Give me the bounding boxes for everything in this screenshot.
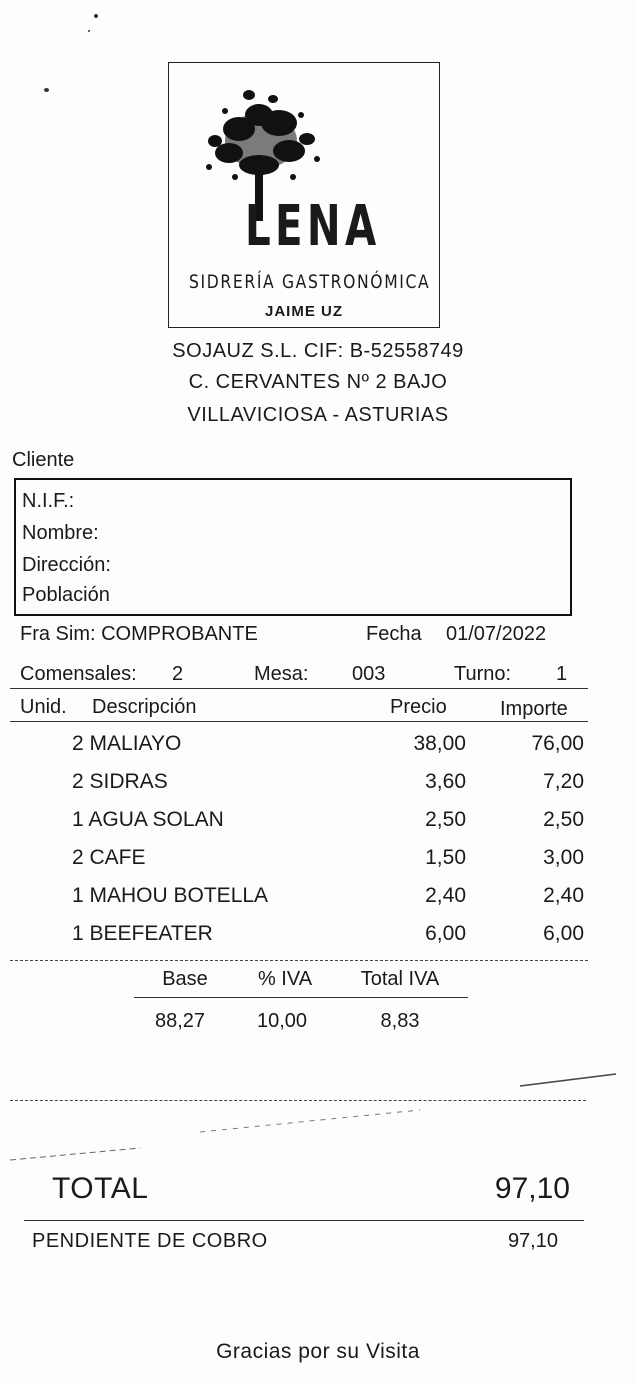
company-line: SOJAUZ S.L. CIF: B-52558749 xyxy=(172,340,464,362)
table-value: 003 xyxy=(352,663,386,685)
logo-owner: JAIME UZ xyxy=(264,303,343,320)
invoice-date: 01/07/2022 xyxy=(446,623,547,645)
shift-label: Turno: xyxy=(454,663,512,685)
col-description: Descripción xyxy=(92,696,197,718)
diners-label: Comensales: xyxy=(20,663,137,685)
divider xyxy=(134,997,468,998)
thanks-message: Gracias por su Visita xyxy=(216,1340,420,1363)
client-heading: Cliente xyxy=(12,449,75,471)
vat-base: 88,27 xyxy=(154,1010,206,1032)
col-units: Unid. xyxy=(20,696,67,718)
line-item xyxy=(0,884,636,922)
scan-speck xyxy=(88,30,90,32)
line-item xyxy=(0,770,636,808)
line-item xyxy=(0,808,636,846)
name-label: Nombre: xyxy=(22,522,99,544)
item-amount: 3,00 xyxy=(543,846,584,869)
business-city: VILLAVICIOSA - ASTURIAS xyxy=(187,404,449,426)
date-label: Fecha xyxy=(366,623,422,645)
business-address: C. CERVANTES Nº 2 BAJO xyxy=(188,371,448,393)
item-amount: 2,50 xyxy=(543,808,584,831)
table-label: Mesa: xyxy=(254,663,309,685)
item-amount: 6,00 xyxy=(543,922,584,945)
item-description: 2 CAFE xyxy=(72,846,146,869)
item-description: 2 MALIAYO xyxy=(72,732,182,755)
vat-rate: 10,00 xyxy=(256,1010,308,1032)
scan-speck xyxy=(94,14,98,18)
logo-name: LENA xyxy=(245,194,381,259)
total-value: 97,10 xyxy=(494,1172,570,1205)
vat-total-label: Total IVA xyxy=(360,968,440,990)
pending-value: 97,10 xyxy=(507,1230,558,1252)
city-label: Población xyxy=(22,584,110,606)
item-price: 2,40 xyxy=(425,884,466,907)
diners-value: 2 xyxy=(172,663,184,685)
client-box xyxy=(14,478,572,616)
col-amount: Importe xyxy=(500,698,568,720)
scan-streaks xyxy=(0,1070,636,1170)
item-amount: 7,20 xyxy=(543,770,584,793)
total-label: TOTAL xyxy=(52,1172,149,1205)
item-description: 1 AGUA SOLAN xyxy=(72,808,224,831)
nif-label: N.I.F.: xyxy=(22,490,75,512)
item-amount: 76,00 xyxy=(531,732,584,755)
item-amount: 2,40 xyxy=(543,884,584,907)
invoice-type: Fra Sim: COMPROBANTE xyxy=(20,623,258,645)
item-price: 3,60 xyxy=(425,770,466,793)
restaurant-logo xyxy=(168,62,440,328)
logo-subtitle: SIDRERÍA GASTRONÓMICA xyxy=(189,271,431,293)
item-description: 1 BEEFEATER xyxy=(72,922,213,945)
item-price: 1,50 xyxy=(425,846,466,869)
item-price: 2,50 xyxy=(425,808,466,831)
divider xyxy=(10,960,588,961)
vat-base-label: Base xyxy=(162,968,208,990)
scan-speck xyxy=(44,88,49,92)
address-label: Dirección: xyxy=(22,554,111,576)
vat-total: 8,83 xyxy=(380,1010,420,1032)
item-description: 2 SIDRAS xyxy=(72,770,168,793)
line-item xyxy=(0,922,636,960)
divider xyxy=(10,688,588,689)
col-price: Precio xyxy=(390,696,447,718)
shift-value: 1 xyxy=(556,663,568,685)
divider xyxy=(10,721,588,722)
item-price: 38,00 xyxy=(413,732,466,755)
vat-rate-label: % IVA xyxy=(257,968,313,990)
divider xyxy=(24,1220,584,1221)
pending-label: PENDIENTE DE COBRO xyxy=(32,1230,268,1252)
line-item xyxy=(0,732,636,770)
item-description: 1 MAHOU BOTELLA xyxy=(72,884,269,907)
item-price: 6,00 xyxy=(425,922,466,945)
line-item xyxy=(0,846,636,884)
